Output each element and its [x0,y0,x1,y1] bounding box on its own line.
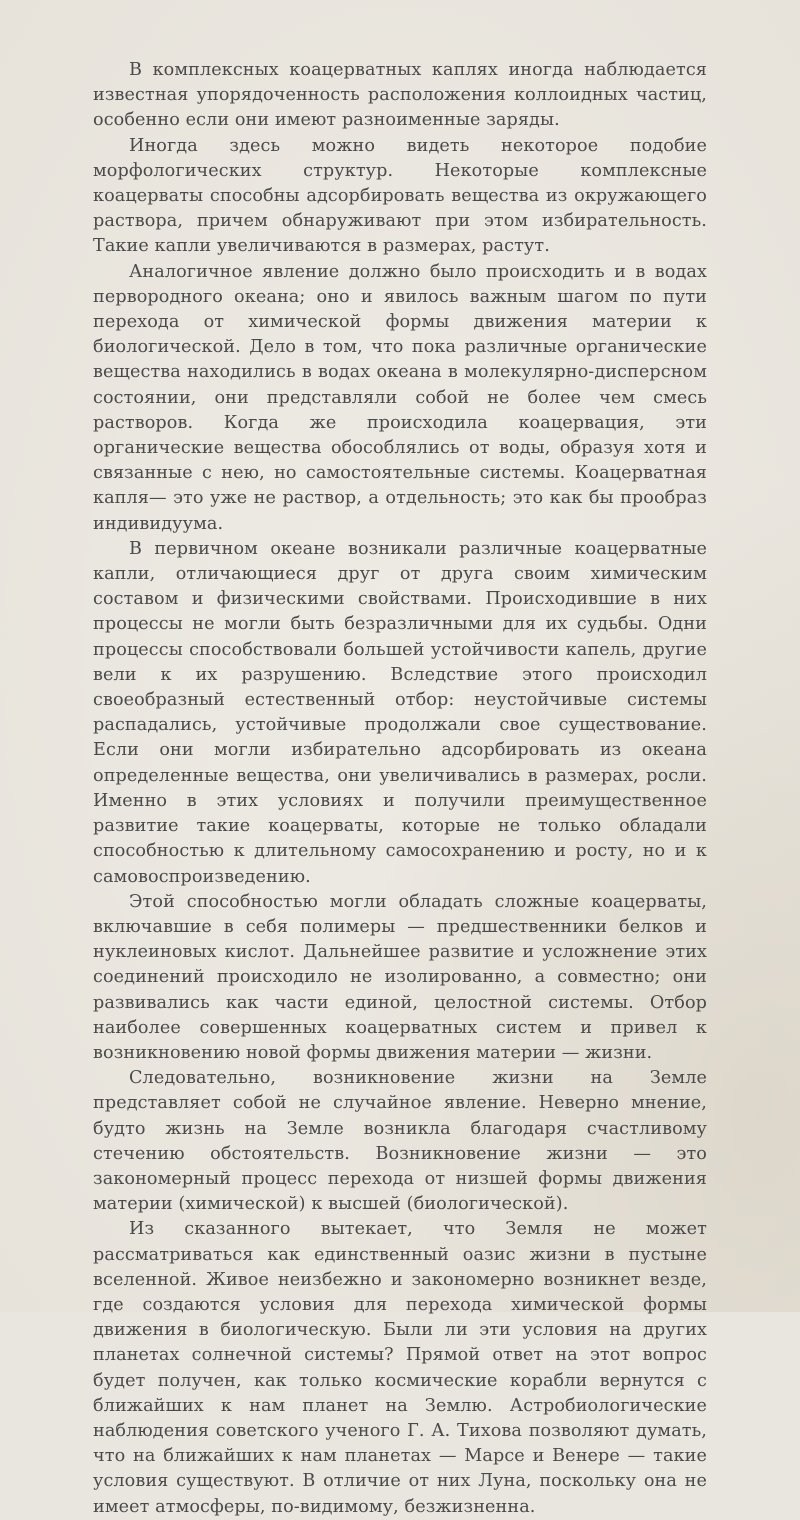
paragraph-1: В комплексных коацерватных каплях иногда наблюдается известная упорядоченность расположения коллоидных частиц, особенно если они имеют разноименные заряды. [93,60,707,131]
paragraph-7: Из сказанного вытекает, что Земля не может рассматриваться как единственный оазис жизни в пустыне вселенной. Живое неизбежно и закономерно возникнет везде, где создаются условия для перехода химической формы движения в биологическую. Были ли эти условия на других планетах солнечной системы? Прямой ответ на этот вопрос будет получен, как только космические корабли вернутся с ближайших к нам планет на Землю. Астробиологические наблюдения советского ученого Г. А. Тихова позволяют думать, что на ближайших к нам планетах — Марсе и Венере — такие условия существуют. В отличие от них Луна, поскольку она не имеет атмосферы, по-видимому, безжизненна. [93,1219,707,1517]
paragraph-2: Иногда здесь можно видеть некоторое подобие морфологических структур. Некоторые комплексные коацерваты способны адсорбировать вещества из окружающего раствора, причем обнаруживают при этом избирательность. Такие капли увеличиваются в размерах, растут. [93,135,707,257]
paragraph-4: В первичном океане возникали различные коацерватные капли, отличающиеся друг от друга своим химическим составом и физическими свойствами. Происходившие в них процессы не могли быть безразличными для их судьбы. Одни процессы способствовали большей устойчивости капель, другие вели к их разрушению. Вследствие этого происходил своеобразный естественный отбор: неустойчивые системы распадались, устойчивые продолжали свое существование. Если они могли избирательно адсорбировать из океана определенные вещества, они увеличивались в размерах, росли. Именно в этих условиях и получили преимущественное развитие такие коацерваты, которые не только обладали способностью к длительному самосохранению и росту, но и к самовоспроизведению. [93,538,707,887]
page-text [93,58,707,1520]
paragraph-6: Следовательно, возникновение жизни на Земле представляет собой не случайное явление. Неверно мнение, будто жизнь на Земле возникла благодаря счастливому стечению обстоятельств. Возникновение жизни — это закономерный процесс перехода от низшей формы движения материи (химической) к высшей (биологической). [93,1068,707,1215]
paragraph-5: Этой способностью могли обладать сложные коацерваты, включавшие в себя полимеры — предшественники белков и нуклеиновых кислот. Дальнейшее развитие и усложнение этих соединений происходило не изолированно, а совместно; они развивались как части единой, целостной системы. Отбор наиболее совершенных коацерватных систем и привел к возникновению новой формы движения материи — жизни. [93,891,707,1063]
paragraph-3: Аналогичное явление должно было происходить и в водах первородного океана; оно и явилось важным шагом по пути перехода от химической формы движения материи к биологической. Дело в том, что пока различные органические вещества находились в водах океана в молекулярно-дисперсном состоянии, они представляли собой не более чем смесь растворов. Когда же происходила коацервация, эти органические вещества обособлялись от воды, образуя хотя и связанные с нею, но самостоятельные системы. Коацерватная капля— это уже не раствор, а отдельность; это как бы прообраз индивидуума. [93,261,707,534]
